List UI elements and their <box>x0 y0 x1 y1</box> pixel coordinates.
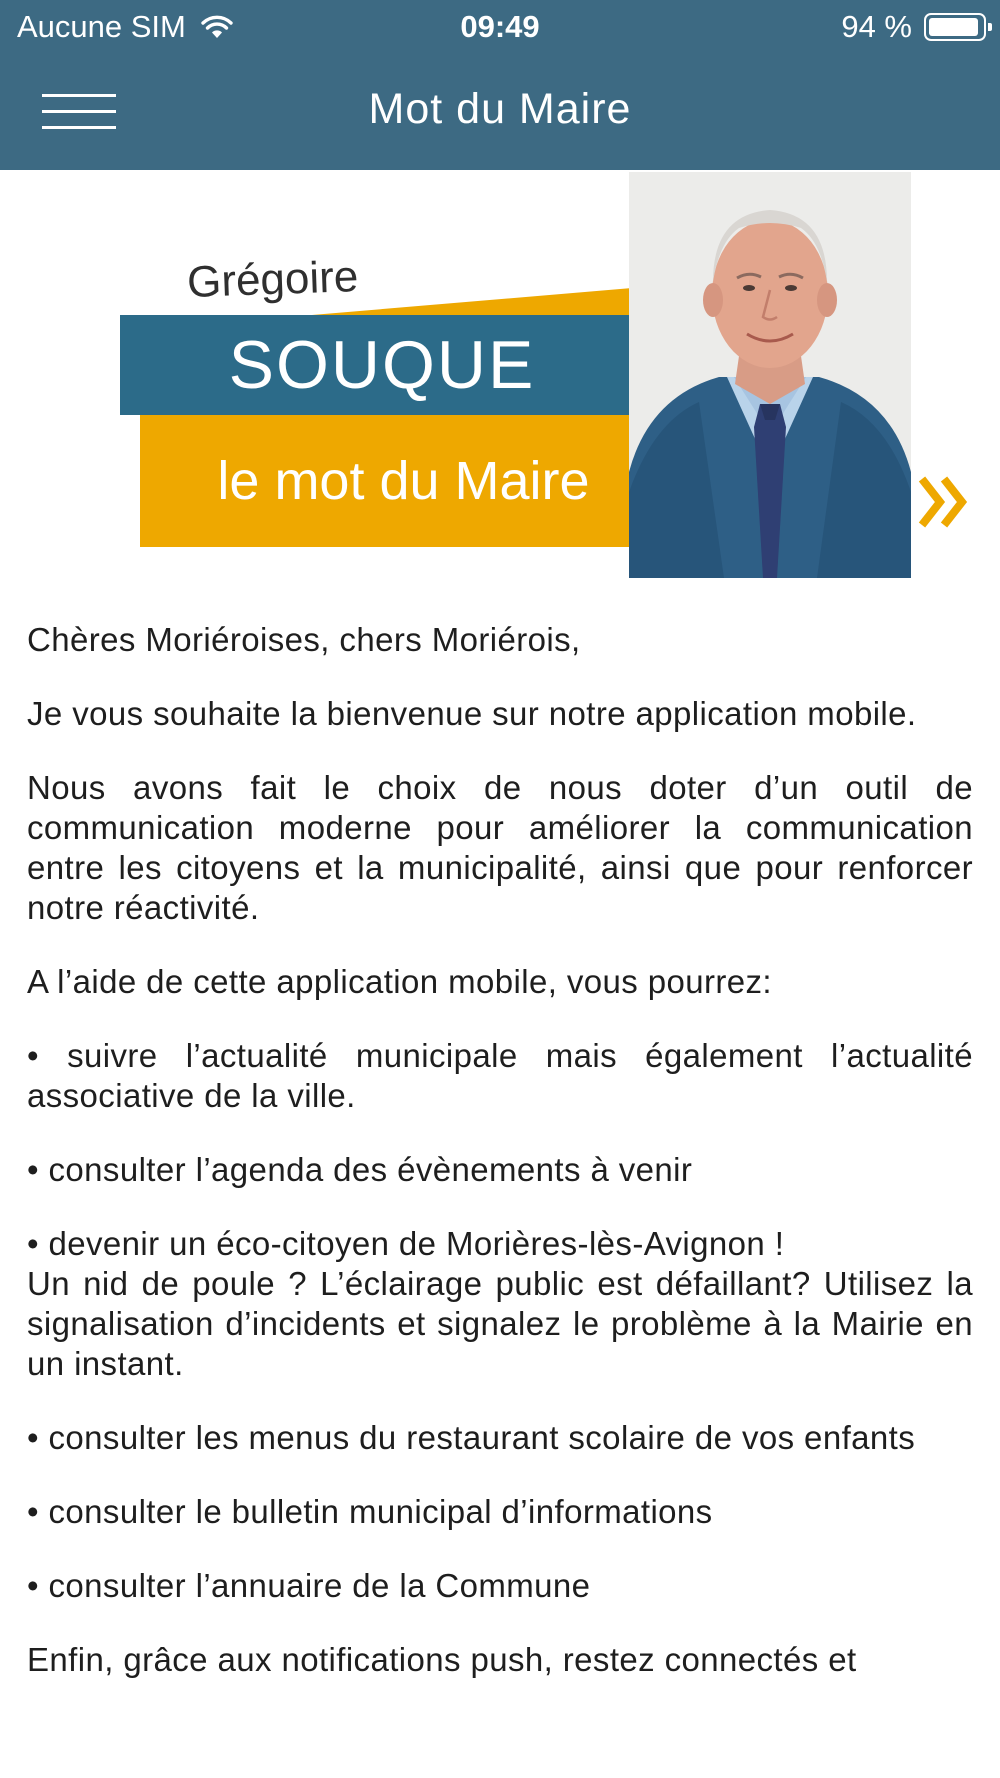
feature-item-menus: • consulter les menus du restaurant scolaire de vos enfants <box>27 1419 916 1456</box>
feature-item-news: • suivre l’actualité municipale mais également l’actualité associative de la ville. <box>27 1037 973 1114</box>
app-header <box>0 0 1000 170</box>
closing-paragraph: Enfin, grâce aux notifications push, restez connectés et <box>27 1641 857 1678</box>
feature-item-agenda: • consulter l’agenda des évènements à venir <box>27 1151 693 1188</box>
battery-percent: 94 % <box>841 9 912 44</box>
banner-tagline: le mot du Maire <box>140 415 667 547</box>
navigation-bar <box>0 54 1000 170</box>
greeting-paragraph: Chères Moriéroises, chers Moriérois, <box>27 621 581 658</box>
carrier-label: Aucune SIM <box>17 9 186 44</box>
features-intro: A l’aide de cette application mobile, vous pourrez: <box>27 963 772 1000</box>
status-bar <box>0 0 1000 54</box>
mayor-portrait-photo <box>629 172 911 578</box>
page-title: Mot du Maire <box>368 85 632 133</box>
feature-item-eco-detail: Un nid de poule ? L’éclairage public est défaillant? Utilisez la signalisation d’incidents et signalez le problème à la Mairie en un instant. <box>27 1265 973 1382</box>
feature-item-eco-citizen <box>27 1224 973 1384</box>
battery-tip <box>988 23 992 31</box>
mayor-last-name: SOUQUE <box>120 315 644 415</box>
feature-item-directory: • consulter l’annuaire de la Commune <box>27 1567 591 1604</box>
intro-paragraph: Nous avons fait le choix de nous doter d’un outil de communication moderne pour améliorer la communication entre les citoyens et la municipalité, ainsi que pour renforcer notre réactivité. <box>27 769 973 926</box>
status-time: 09:49 <box>460 9 540 44</box>
battery-icon <box>924 13 986 41</box>
battery-fill <box>929 18 978 36</box>
battery-status <box>841 8 986 46</box>
feature-item-eco-title: • devenir un éco-citoyen de Morières-lès-Avignon ! <box>27 1225 785 1262</box>
feature-item-bulletin: • consulter le bulletin municipal d’informations <box>27 1493 713 1530</box>
mayor-message <box>27 620 973 1680</box>
mayor-banner <box>0 170 1000 578</box>
welcome-paragraph: Je vous souhaite la bienvenue sur notre application mobile. <box>27 695 917 732</box>
mayor-first-name: Grégoire <box>186 252 360 308</box>
double-chevron-right-icon[interactable] <box>916 475 972 529</box>
